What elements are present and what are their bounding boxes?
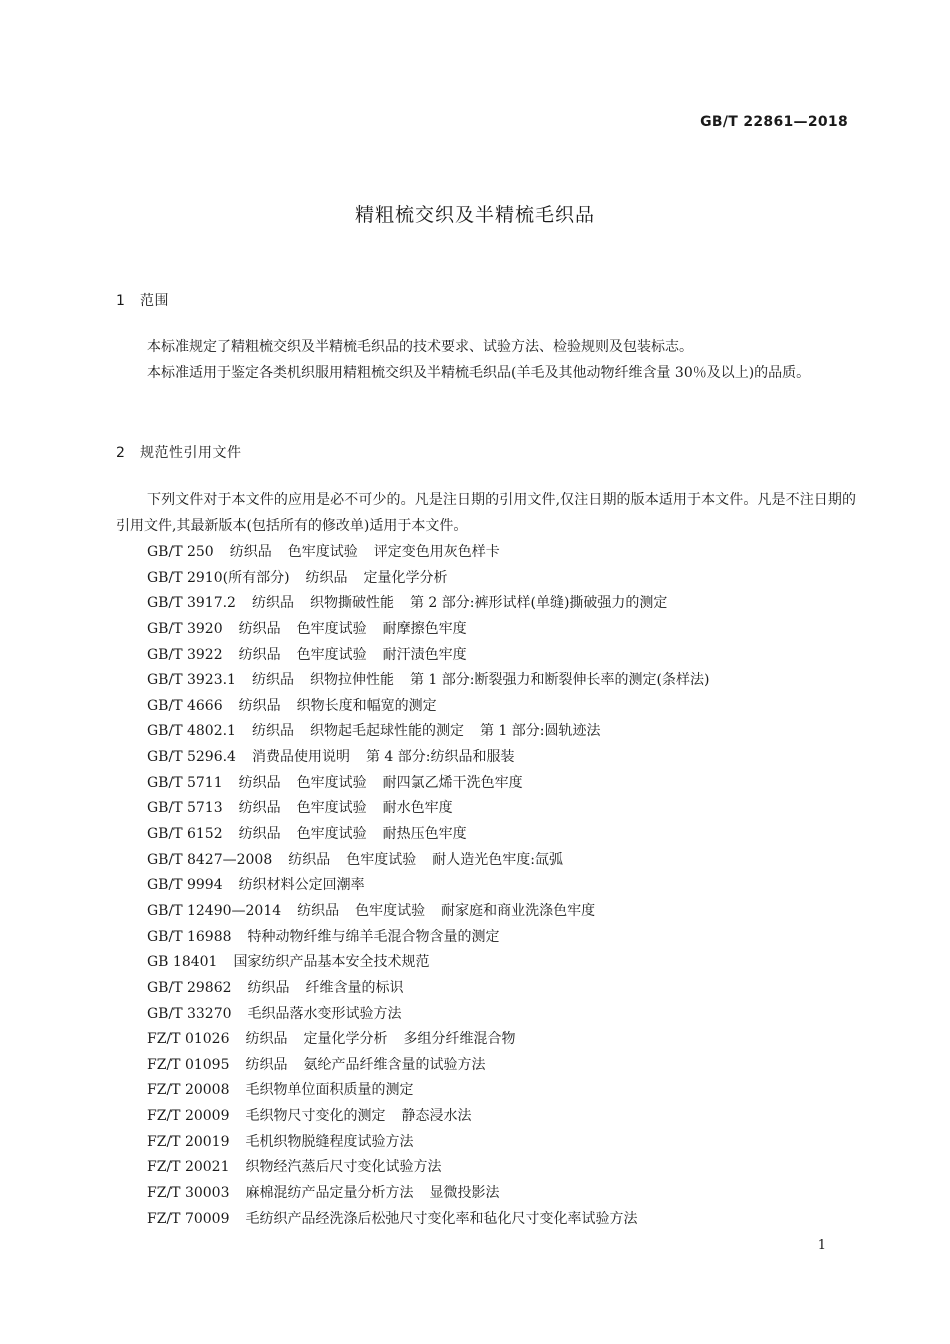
reference-title-part: 纺织品 [238,800,281,817]
reference-title-part: 色牢度试验 [296,826,367,843]
reference-title-part: 显微投影法 [429,1185,500,1202]
reference-item [147,873,725,899]
reference-title-part: 色牢度试验 [296,620,367,637]
reference-code: GB/T 5296.4 [147,749,236,766]
section-1-number: 1 [116,293,126,309]
reference-code: GB/T 12490—2014 [147,902,282,919]
reference-item [147,540,725,566]
reference-title-part: 评定变色用灰色样卡 [373,544,500,560]
reference-item [147,694,725,720]
reference-item [147,1027,725,1053]
reference-title-part: 耐人造光色牢度:氙弧 [432,851,563,868]
reference-title-part: 纺织品 [229,544,272,560]
reference-title-part: 织物起毛起球性能的测定 [309,723,464,740]
reference-code: GB/T 3922 [147,646,223,663]
reference-title-part: 纺织品 [288,851,331,868]
reference-code: GB/T 3920 [147,620,223,637]
reference-title-part: 耐摩擦色牢度 [382,620,467,637]
section-2-title: 规范性引用文件 [140,445,242,461]
reference-item [147,1155,725,1181]
reference-item [147,745,725,771]
reference-code: GB/T 8427—2008 [147,851,273,868]
reference-title-part: 纺织品 [238,826,281,843]
reference-title-part: 静态浸水法 [401,1108,472,1125]
reference-item [147,1207,725,1233]
reference-title-part: 纺织品 [297,902,340,919]
reference-item [147,643,725,669]
reference-item [147,591,725,617]
reference-item [147,1181,725,1207]
reference-title-part: 纺织品 [247,979,290,996]
reference-title-part: 织物拉伸性能 [309,672,394,689]
reference-title-part: 织物长度和幅宽的测定 [296,697,437,714]
reference-title-part: 消费品使用说明 [251,749,350,766]
reference-title-part: 纺织品 [305,569,348,586]
reference-item [147,1053,725,1079]
reference-title-part: 特种动物纤维与绵羊毛混合物含量的测定 [247,928,500,945]
reference-code: FZ/T 01026 [147,1031,230,1048]
reference-title-part: 多组分纤维混合物 [403,1031,516,1048]
section-2-intro: 下列文件对于本文件的应用是必不可少的。凡是注日期的引用文件,仅注日期的版本适用于本文件。凡是不注日期的引用文件,其最新版本(包括所有的修改单)适用于本文件。 [116,492,856,534]
reference-code: FZ/T 20008 [147,1082,230,1099]
reference-title-part: 第 1 部分:圆轨迹法 [479,723,601,740]
reference-item [147,1078,725,1104]
reference-code: GB/T 33270 [147,1005,232,1022]
section-1-paragraph-1: 本标准规定了精粗梳交织及半精梳毛织品的技术要求、试验方法、检验规则及包装标志。 [147,339,693,355]
reference-title-part: 毛织物单位面积质量的测定 [245,1082,414,1099]
reference-item [147,617,725,643]
reference-title-part: 色牢度试验 [296,774,367,791]
reference-code: GB/T 29862 [147,979,232,996]
reference-code: GB/T 6152 [147,826,223,843]
section-2-heading [116,442,242,462]
reference-item [147,796,725,822]
reference-code: GB/T 3923.1 [147,672,236,689]
reference-item [147,566,725,592]
reference-code: GB 18401 [147,954,218,971]
reference-title-part: 毛织品落水变形试验方法 [247,1005,402,1022]
reference-code: GB/T 5711 [147,774,223,791]
reference-title-part: 第 4 部分:纺织品和服装 [365,749,515,766]
reference-item [147,668,725,694]
reference-title-part: 国家纺织产品基本安全技术规范 [233,954,430,971]
reference-title-part: 毛纺织产品经洗涤后松弛尺寸变化率和毡化尺寸变化率试验方法 [245,1210,638,1227]
reference-title-part: 耐汗渍色牢度 [382,646,467,663]
reference-title-part: 色牢度试验 [355,902,426,919]
reference-code: FZ/T 20021 [147,1159,230,1176]
reference-title-part: 毛织物尺寸变化的测定 [245,1108,386,1125]
reference-code: FZ/T 20019 [147,1133,230,1150]
reference-code: GB/T 4802.1 [147,723,236,740]
reference-item [147,719,725,745]
reference-title-part: 耐家庭和商业洗涤色牢度 [441,902,596,919]
reference-title-part: 纤维含量的标识 [305,979,404,996]
reference-title-part: 纺织品 [245,1031,288,1048]
reference-code: GB/T 5713 [147,800,223,817]
reference-title-part: 色牢度试验 [296,646,367,663]
reference-code: FZ/T 20009 [147,1108,230,1125]
reference-code: GB/T 9994 [147,877,223,894]
reference-title-part: 织物撕破性能 [309,595,394,612]
reference-title-part: 氨纶产品纤维含量的试验方法 [303,1056,486,1073]
reference-code: GB/T 2910(所有部分) [147,569,290,586]
reference-title-part: 纺织品 [245,1056,288,1073]
reference-title-part: 第 2 部分:裤形试样(单缝)撕破强力的测定 [409,595,668,612]
reference-code: GB/T 16988 [147,928,232,945]
reference-item [147,1104,725,1130]
reference-title-part: 毛机织物脱缝程度试验方法 [245,1133,414,1150]
reference-title-part: 纺织品 [251,723,294,740]
reference-title-part: 纺织品 [238,646,281,663]
page-number: 1 [817,1238,826,1253]
reference-title-part: 纺织材料公定回潮率 [238,877,365,894]
reference-item [147,950,725,976]
normative-reference-list [147,540,725,1232]
reference-item [147,976,725,1002]
reference-title-part: 纺织品 [238,697,281,714]
reference-title-part: 纺织品 [251,595,294,612]
reference-code: GB/T 4666 [147,697,223,714]
reference-title-part: 定量化学分析 [303,1031,388,1048]
reference-title-part: 色牢度试验 [296,800,367,817]
section-1-heading [116,290,169,310]
reference-title-part: 色牢度试验 [346,851,417,868]
reference-item [147,1130,725,1156]
reference-title-part: 色牢度试验 [287,544,358,560]
standard-code: GB/T 22861—2018 [700,114,848,130]
document-title: 精粗梳交织及半精梳毛织品 [354,204,595,226]
reference-title-part: 耐四氯乙烯干洗色牢度 [382,774,523,791]
reference-title-part: 耐热压色牢度 [382,826,467,843]
reference-title-part: 纺织品 [238,620,281,637]
reference-code: GB/T 250 [147,544,214,560]
section-1-paragraph-2: 本标准适用于鉴定各类机织服用精粗梳交织及半精梳毛织品(羊毛及其他动物纤维含量 30％及以上)的品质。 [147,365,811,381]
reference-code: FZ/T 30003 [147,1185,230,1202]
reference-title-part: 织物经汽蒸后尺寸变化试验方法 [245,1159,442,1176]
section-1-title: 范围 [140,293,169,309]
reference-title-part: 第 1 部分:断裂强力和断裂伸长率的测定(条样法) [409,672,710,689]
reference-item [147,822,725,848]
reference-title-part: 纺织品 [238,774,281,791]
reference-item [147,925,725,951]
reference-title-part: 麻棉混纺产品定量分析方法 [245,1185,414,1202]
reference-title-part: 耐水色牢度 [382,800,453,817]
reference-code: GB/T 3917.2 [147,595,236,612]
reference-code: FZ/T 01095 [147,1056,230,1073]
reference-title-part: 定量化学分析 [363,569,448,586]
reference-item [147,771,725,797]
reference-item [147,1002,725,1028]
reference-item [147,848,725,874]
reference-code: FZ/T 70009 [147,1210,230,1227]
reference-title-part: 纺织品 [251,672,294,689]
reference-item [147,899,725,925]
section-2-number: 2 [116,445,126,461]
